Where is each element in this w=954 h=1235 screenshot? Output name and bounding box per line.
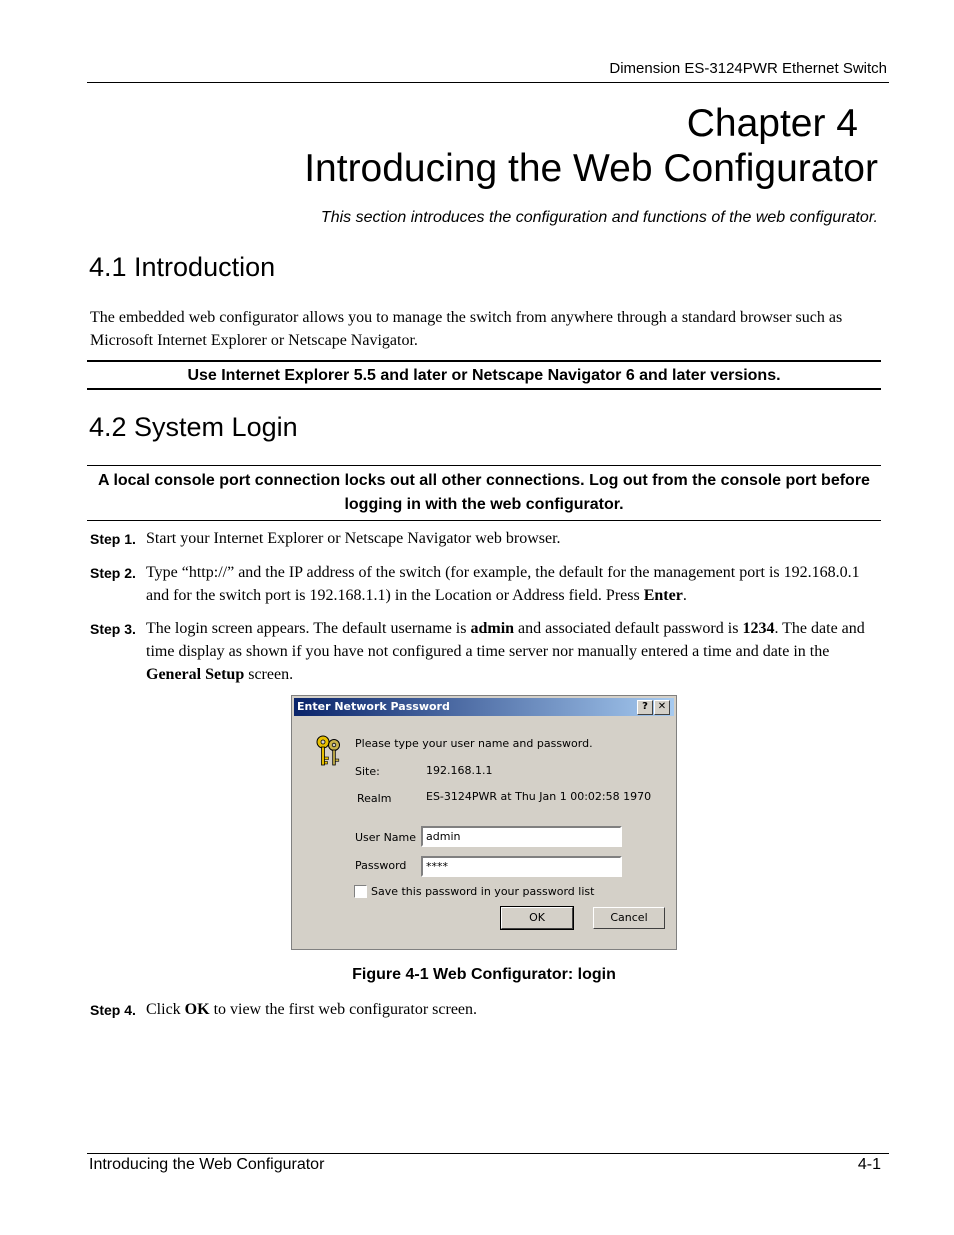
step-4 (90, 998, 880, 1021)
dialog-titlebar (294, 698, 674, 716)
keys-icon (314, 733, 344, 769)
console-note: A local console port connection locks out all other connections. Log out from the console port before logging in with the web configurator. (87, 465, 881, 521)
step-2 (90, 561, 880, 607)
dialog-title: Enter Network Password (297, 700, 450, 713)
password-input[interactable] (421, 856, 622, 877)
realm-value: ES-3124PWR at Thu Jan 1 00:02:58 1970 (426, 790, 652, 803)
cancel-button[interactable]: Cancel (593, 907, 665, 929)
footer-page-number: 4-1 (857, 1156, 881, 1173)
step-text: Click OK to view the first web configurator screen. (146, 1001, 478, 1018)
header-rule (87, 82, 889, 83)
step-text: The login screen appears. The default username is admin and associated default password is 1234. The date and time display as shown if you have not configured a time server nor manually entered a time and date in the General Setup screen. (146, 620, 865, 683)
chapter-intro: This section introduces the configuration and functions of the web configurator. (320, 209, 878, 226)
step-text: Start your Internet Explorer or Netscape Navigator web browser. (146, 530, 561, 547)
step-label: Step 1. (90, 531, 136, 547)
browser-note: Use Internet Explorer 5.5 and later or Netscape Navigator 6 and later versions. (87, 360, 881, 390)
close-button[interactable]: ✕ (654, 700, 670, 715)
chapter-title: Introducing the Web Configurator (304, 147, 878, 190)
site-value: 192.168.1.1 (426, 764, 493, 777)
user-name-input[interactable] (421, 826, 622, 847)
step-3 (90, 617, 880, 686)
step-label: Step 2. (90, 565, 136, 581)
help-button[interactable]: ? (637, 700, 653, 715)
step-1 (90, 527, 880, 550)
step-label: Step 4. (90, 1002, 136, 1018)
bold-term: Enter (643, 587, 683, 604)
running-header: Dimension ES-3124PWR Ethernet Switch (609, 60, 887, 77)
save-password-checkbox[interactable] (354, 885, 367, 898)
ok-button[interactable]: OK (501, 907, 573, 929)
intro-paragraph: The embedded web configurator allows you to manage the switch from anywhere through a standard browser such as Microsoft Internet Explorer or Netscape Navigator. (90, 309, 843, 349)
bold-term: 1234 (742, 620, 775, 637)
figure-caption: Figure 4-1 Web Configurator: login (352, 966, 616, 983)
footer-chapter-title: Introducing the Web Configurator (89, 1156, 325, 1173)
password-label: Password (355, 859, 407, 872)
footer-rule (87, 1153, 889, 1154)
section-heading-introduction: 4.1 Introduction (89, 252, 276, 282)
login-dialog-figure (291, 695, 677, 950)
section-heading-system-login: 4.2 System Login (89, 412, 298, 442)
bold-term: admin (470, 620, 515, 637)
realm-label: Realm (357, 792, 392, 805)
site-label: Site: (355, 765, 380, 778)
dialog-prompt: Please type your user name and password. (355, 737, 593, 750)
user-name-label: User Name (355, 831, 417, 844)
bold-term: General Setup (146, 666, 245, 683)
chapter-number: Chapter 4 (686, 102, 858, 145)
step-label: Step 3. (90, 621, 136, 637)
save-password-label: Save this password in your password list (371, 885, 595, 898)
step-text: Type “http://” and the IP address of the switch (for example, the default for the management port is 192.168.0.1 and for the switch port is 192.168.1.1) in the Location or Address field. Press Enter. (146, 564, 860, 604)
bold-term: OK (184, 1001, 210, 1018)
